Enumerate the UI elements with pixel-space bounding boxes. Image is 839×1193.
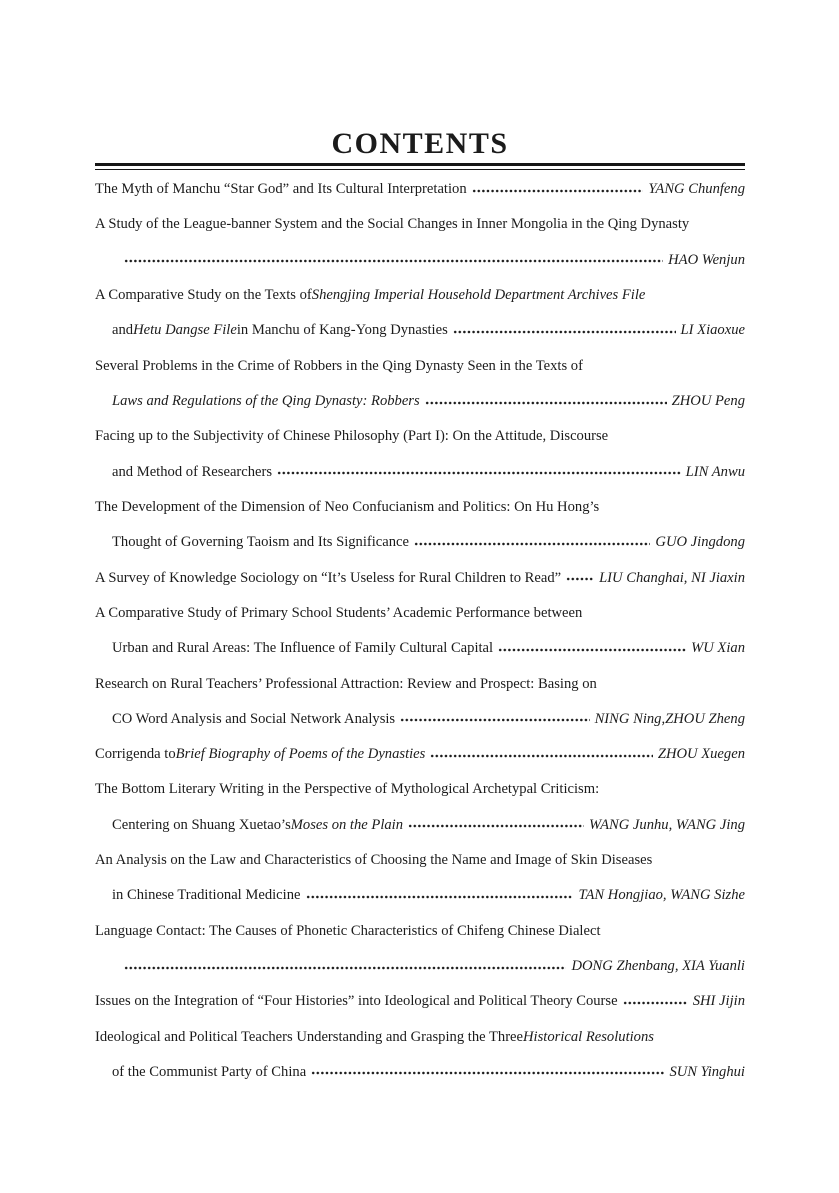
toc-line <box>95 490 745 525</box>
entry-title-text: of the Communist Party of China <box>112 1063 307 1080</box>
entry-title-text: A Study of the League-banner System and the Social Changes in Inner Mongolia in the Qing Dynasty <box>95 216 690 233</box>
entry-title-text: The Development of the Dimension of Neo Confucianism and Politics: On Hu Hong’s <box>95 498 600 515</box>
toc-line <box>95 455 745 490</box>
dot-leader <box>408 820 584 832</box>
page-title: CONTENTS <box>331 127 509 160</box>
dot-leader <box>430 750 653 762</box>
entry-title-text: Research on Rural Teachers’ Professional Attraction: Review and Prospect: Basing on <box>95 675 597 692</box>
dot-leader <box>311 1067 664 1079</box>
entry-title-text: Language Contact: The Causes of Phonetic Characteristics of Chifeng Chinese Dialect <box>95 922 601 939</box>
dot-leader <box>124 962 566 974</box>
entry-author: LI Xiaoxue <box>680 322 745 339</box>
toc-line <box>95 313 745 348</box>
toc-line <box>95 525 745 560</box>
toc-line <box>95 914 745 949</box>
entry-title-text: Thought of Governing Taoism and Its Significance <box>112 534 410 551</box>
entry-title-text: The Bottom Literary Writing in the Perspective of Mythological Archetypal Criticism: <box>95 781 600 798</box>
entry-author: ZHOU Peng <box>671 393 745 410</box>
dot-leader <box>425 397 667 409</box>
entry-author: WANG Junhu, WANG Jing <box>588 816 745 833</box>
dot-leader <box>472 185 644 197</box>
toc-line <box>95 207 745 242</box>
entry-author: LIU Changhai, NI Jiaxin <box>599 569 745 586</box>
entry-title-text: and Method of Researchers <box>112 463 273 480</box>
toc-line <box>95 349 745 384</box>
toc-line <box>95 384 745 419</box>
entry-title-italic: Laws and Regulations of the Qing Dynasty: Robbers <box>112 393 420 410</box>
dot-leader <box>306 891 574 903</box>
entry-title-text: Facing up to the Subjectivity of Chinese Philosophy (Part I): On the Attitude, Discourse <box>95 428 609 445</box>
entry-title-italic: Brief Biography of Poems of the Dynasties <box>175 746 426 763</box>
entry-title-italic: Moses on the Plain <box>290 816 404 833</box>
toc-line <box>95 984 745 1019</box>
toc-line <box>95 843 745 878</box>
entry-title-text: Ideological and Political Teachers Understanding and Grasping the Three <box>95 1028 524 1045</box>
entry-title-italic: Hetu Dangse File <box>133 322 237 339</box>
entry-author: DONG Zhenbang, XIA Yuanli <box>571 958 745 975</box>
toc-line <box>95 172 745 207</box>
entry-author: SHI Jijin <box>692 993 745 1010</box>
toc-line <box>95 949 745 984</box>
toc-line <box>95 596 745 631</box>
toc-line <box>95 878 745 913</box>
toc-line <box>95 560 745 595</box>
entry-title-text: Issues on the Integration of “Four Histories” into Ideological and Political Theory Course <box>95 993 618 1010</box>
entry-title-text: Urban and Rural Areas: The Influence of Family Cultural Capital <box>112 640 494 657</box>
entry-title-text: Several Problems in the Crime of Robbers in the Qing Dynasty Seen in the Texts of <box>95 357 583 374</box>
entry-title-text: The Myth of Manchu “Star God” and Its Cultural Interpretation <box>95 181 467 198</box>
toc-list <box>95 172 745 1090</box>
dot-leader <box>414 538 650 550</box>
entry-title-italic: Shengjing Imperial Household Department Archives File <box>311 287 646 304</box>
toc-line <box>95 666 745 701</box>
entry-title-text: Centering on Shuang Xuetao’s <box>112 816 291 833</box>
dot-leader <box>124 255 663 267</box>
toc-line <box>95 1020 745 1055</box>
entry-title-text: in Manchu of Kang-Yong Dynasties <box>236 322 448 339</box>
entry-title-text: A Comparative Study of Primary School Students’ Academic Performance between <box>95 604 583 621</box>
entry-author: NING Ning,ZHOU Zheng <box>594 710 745 727</box>
entry-author: ZHOU Xuegen <box>657 746 745 763</box>
toc-line <box>95 772 745 807</box>
toc-line <box>95 419 745 454</box>
entry-title-text: An Analysis on the Law and Characteristics of Choosing the Name and Image of Skin Diseases <box>95 852 653 869</box>
entry-author: HAO Wenjun <box>668 251 745 268</box>
title-double-rule <box>95 163 745 170</box>
entry-author: GUO Jingdong <box>655 534 745 551</box>
toc-line <box>95 243 745 278</box>
entry-title-text: A Comparative Study on the Texts of <box>95 287 312 304</box>
entry-title-text: in Chinese Traditional Medicine <box>112 887 301 904</box>
entry-title-italic: Historical Resolutions <box>523 1028 654 1045</box>
entry-author: TAN Hongjiao, WANG Sizhe <box>578 887 745 904</box>
entry-title-text: and <box>112 322 134 339</box>
dot-leader <box>277 467 681 479</box>
entry-author: LIN Anwu <box>685 463 745 480</box>
toc-line <box>95 737 745 772</box>
entry-title-text: Corrigenda to <box>95 746 176 763</box>
toc-line <box>95 278 745 313</box>
dot-leader <box>498 644 686 656</box>
toc-line <box>95 631 745 666</box>
contents-body <box>95 129 745 1090</box>
dot-leader <box>623 997 688 1009</box>
dot-leader <box>453 326 676 338</box>
entry-title-text: CO Word Analysis and Social Network Analysis <box>112 710 396 727</box>
toc-line <box>95 702 745 737</box>
entry-author: WU Xian <box>691 640 745 657</box>
dot-leader <box>400 714 589 726</box>
entry-author: YANG Chunfeng <box>648 181 745 198</box>
entry-author: SUN Yinghui <box>669 1063 745 1080</box>
toc-line <box>95 1055 745 1090</box>
entry-title-text: A Survey of Knowledge Sociology on “It’s Useless for Rural Children to Read” <box>95 569 562 586</box>
dot-leader <box>566 573 594 585</box>
toc-line <box>95 808 745 843</box>
